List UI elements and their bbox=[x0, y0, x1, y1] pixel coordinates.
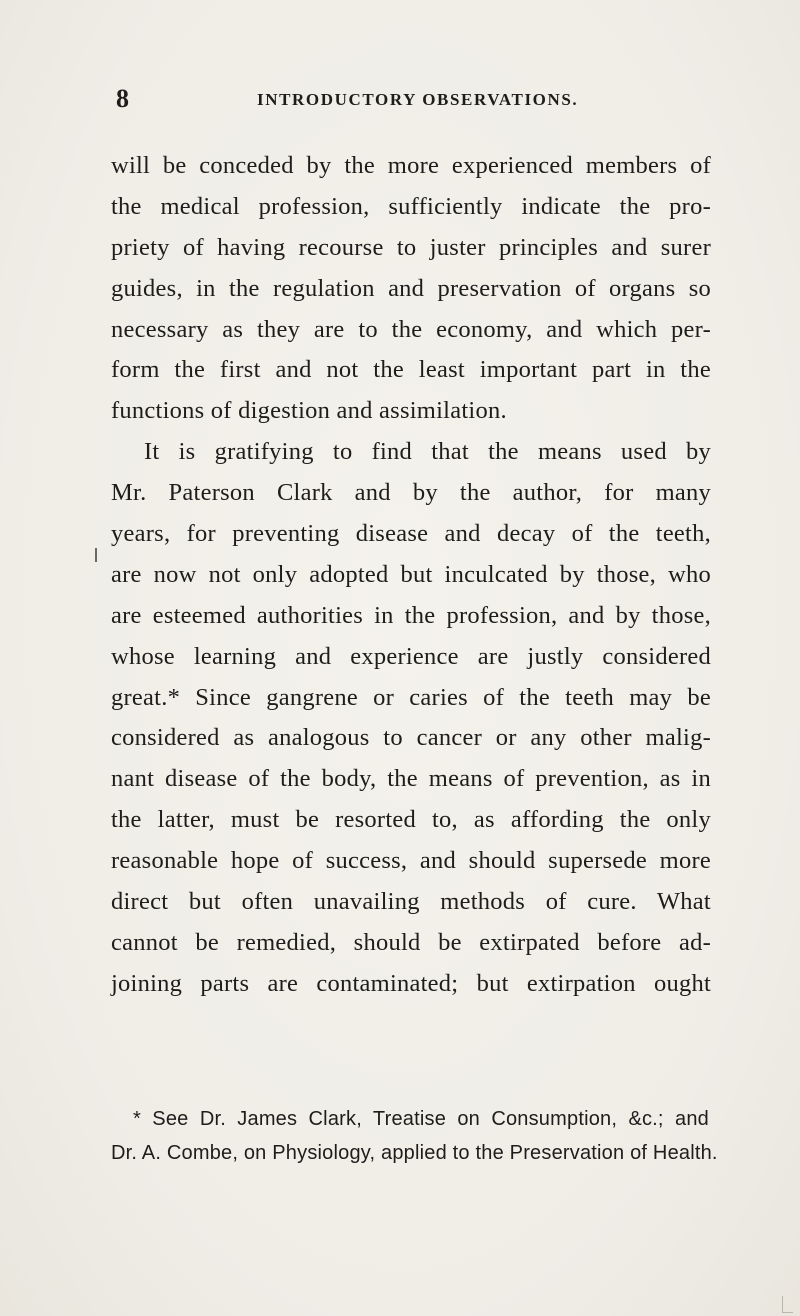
body-line: joining parts are contaminated; but extirpation ought bbox=[111, 969, 711, 997]
body-line: form the first and not the least important part in the bbox=[111, 356, 711, 384]
page-corner-mark bbox=[782, 1296, 793, 1313]
margin-mark bbox=[95, 548, 97, 562]
body-line: considered as analogous to cancer or any other malig- bbox=[111, 724, 711, 752]
body-line: Mr. Paterson Clark and by the author, for many bbox=[111, 479, 711, 507]
body-line: reasonable hope of success, and should supersede more bbox=[111, 847, 711, 875]
body-line: the latter, must be resorted to, as affording the only bbox=[111, 806, 711, 834]
page-number: 8 bbox=[116, 84, 129, 113]
body-line: direct but often unavailing methods of cure. What bbox=[111, 888, 711, 916]
footnote bbox=[111, 1102, 718, 1170]
body-line: nant disease of the body, the means of prevention, as in bbox=[111, 765, 711, 793]
running-title: INTRODUCTORY OBSERVATIONS. bbox=[257, 90, 579, 109]
body-line: guides, in the regulation and preservation of organs so bbox=[111, 274, 711, 302]
body-text bbox=[111, 146, 711, 1005]
footnote-line: * See Dr. James Clark, Treatise on Consumption, &c.; and bbox=[133, 1108, 709, 1130]
body-line: functions of digestion and assimilation. bbox=[111, 397, 507, 425]
body-line: the medical profession, sufficiently indicate the pro- bbox=[111, 192, 711, 220]
body-line: will be conceded by the more experienced members of bbox=[111, 152, 711, 179]
body-line: years, for preventing disease and decay of the teeth, bbox=[111, 520, 711, 548]
running-header bbox=[116, 84, 706, 114]
body-line: necessary as they are to the economy, and which per- bbox=[111, 315, 711, 343]
body-line: It is gratifying to find that the means used by bbox=[144, 438, 711, 466]
body-line: priety of having recourse to juster principles and surer bbox=[111, 233, 711, 261]
body-line: are now not only adopted but inculcated by those, who bbox=[111, 560, 711, 588]
body-line: cannot be remedied, should be extirpated before ad- bbox=[111, 928, 711, 956]
footnote-line: Dr. A. Combe, on Physiology, applied to the Preservation of Health. bbox=[111, 1142, 718, 1164]
body-line: are esteemed authorities in the profession, and by those, bbox=[111, 601, 711, 629]
body-line: great.* Since gangrene or caries of the teeth may be bbox=[111, 683, 711, 711]
body-line: whose learning and experience are justly considered bbox=[111, 642, 711, 670]
